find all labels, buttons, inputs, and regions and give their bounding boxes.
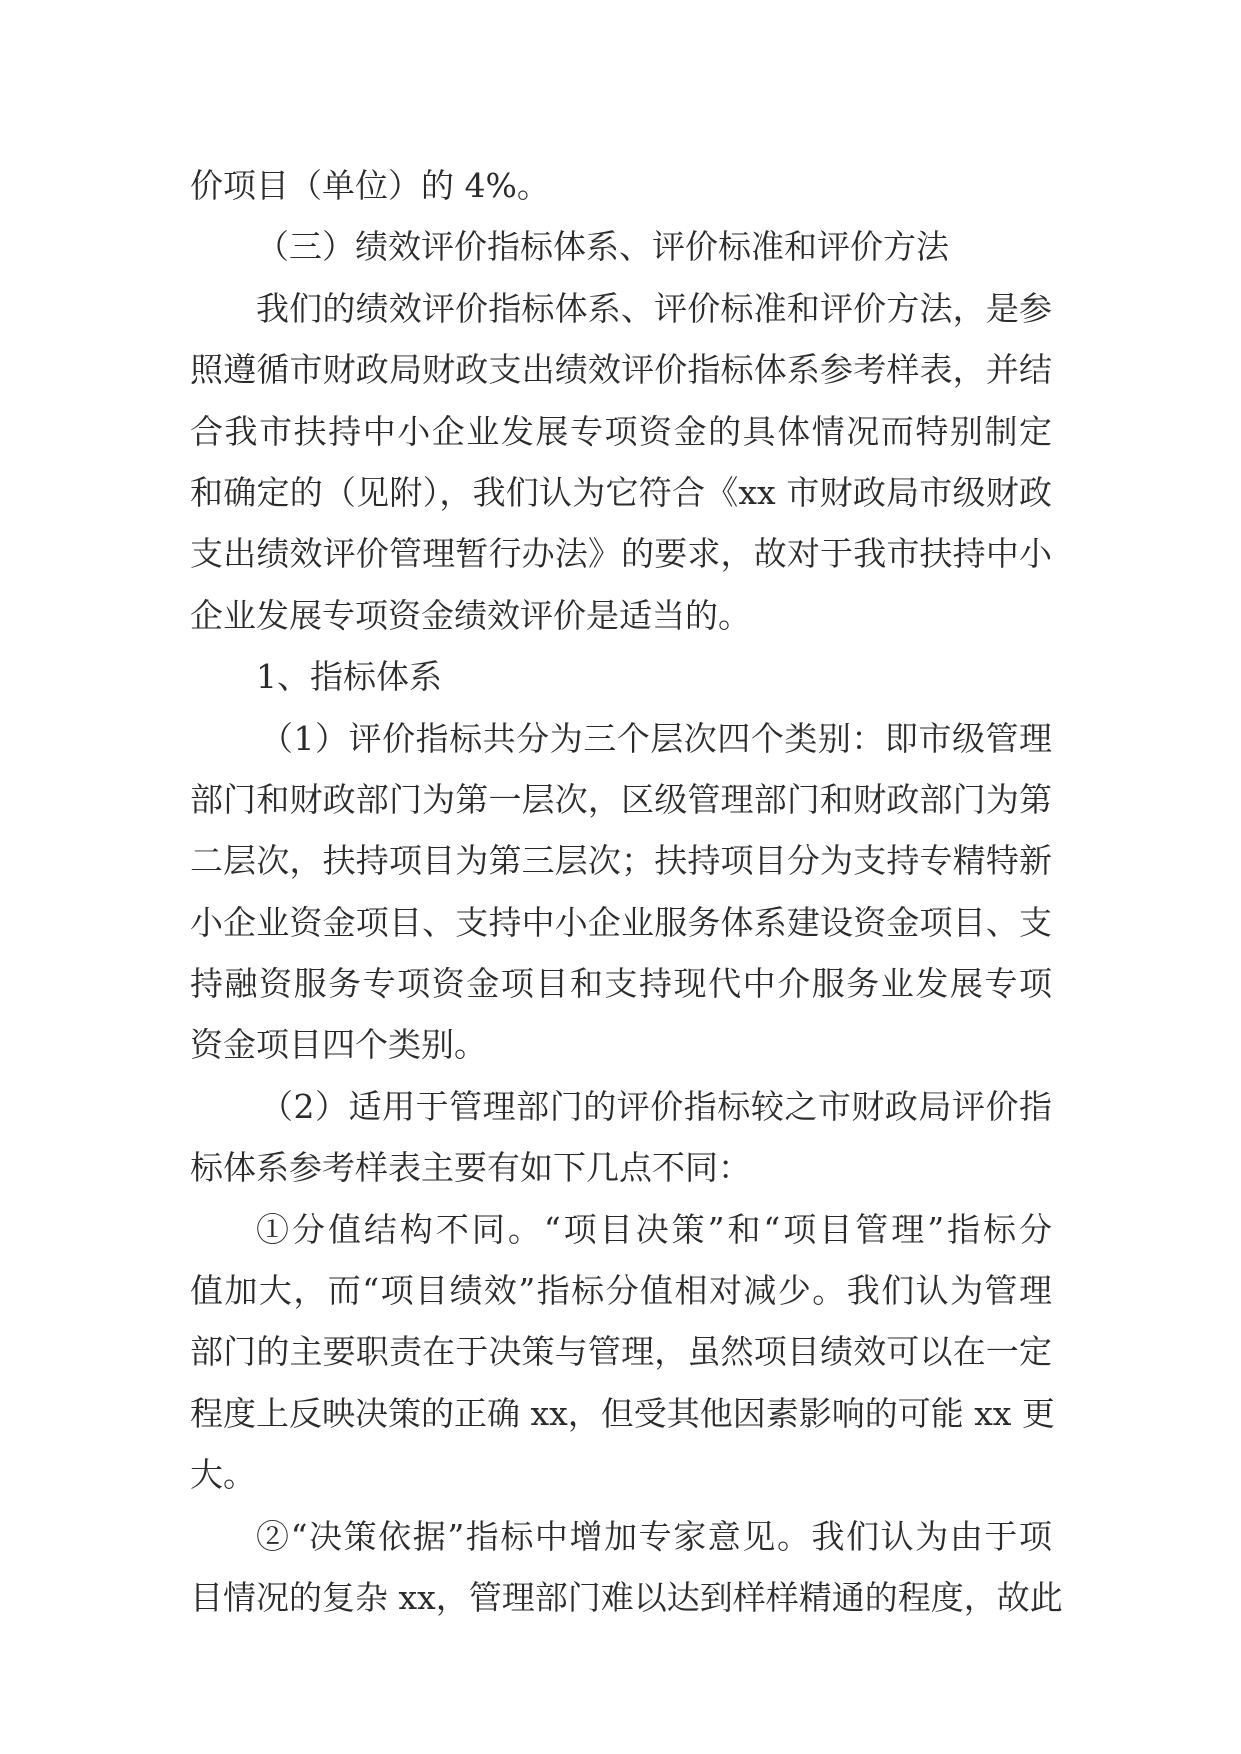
paragraph-line: （2）适用于管理部门的评价指标较之市财政局评价指 bbox=[260, 1086, 1052, 1126]
paragraph-line: 和确定的（见附），我们认为它符合《xx 市财政局市级财政 bbox=[190, 472, 1052, 512]
subsection-heading: 1、指标体系 bbox=[256, 657, 442, 697]
paragraph-line: 程度上反映决策的正确 xx，但受其他因素影响的可能 xx 更 bbox=[190, 1393, 1055, 1433]
paragraph-line: ①分值结构不同。“项目决策”和“项目管理”指标分 bbox=[256, 1209, 1052, 1249]
paragraph-line: 目情况的复杂 xx，管理部门难以达到样样精通的程度，故此 bbox=[190, 1577, 1063, 1617]
paragraph-line: 部门的主要职责在于决策与管理，虽然项目绩效可以在一定 bbox=[190, 1332, 1052, 1372]
text-line: 价项目（单位）的 4%。 bbox=[190, 166, 550, 205]
paragraph-line: （1）评价指标共分为三个层次四个类别：即市级管理 bbox=[260, 718, 1052, 758]
section-heading: （三）绩效评价指标体系、评价标准和评价方法 bbox=[256, 227, 949, 267]
paragraph-line: ②“决策依据”指标中增加专家意见。我们认为由于项 bbox=[256, 1516, 1052, 1556]
paragraph-line: 持融资服务专项资金项目和支持现代中介服务业发展专项 bbox=[190, 964, 1052, 1004]
document-body bbox=[190, 155, 1063, 1628]
paragraph-line: 合我市扶持中小企业发展专项资金的具体情况而特别制定 bbox=[190, 411, 1052, 451]
paragraph-line: 标体系参考样表主要有如下几点不同： bbox=[190, 1148, 751, 1188]
paragraph-line: 二层次，扶持项目为第三层次；扶持项目分为支持专精特新 bbox=[190, 841, 1052, 881]
paragraph-line: 企业发展专项资金绩效评价是适当的。 bbox=[190, 595, 751, 635]
paragraph-line: 小企业资金项目、支持中小企业服务体系建设资金项目、支 bbox=[190, 902, 1052, 942]
paragraph-line: 大。 bbox=[190, 1455, 256, 1495]
paragraph-line: 值加大，而“项目绩效”指标分值相对减少。我们认为管理 bbox=[190, 1271, 1052, 1311]
paragraph-line: 我们的绩效评价指标体系、评价标准和评价方法，是参 bbox=[256, 288, 1052, 328]
paragraph-line: 支出绩效评价管理暂行办法》的要求，故对于我市扶持中小 bbox=[190, 534, 1052, 574]
paragraph-line: 资金项目四个类别。 bbox=[190, 1025, 487, 1065]
paragraph-line: 照遵循市财政局财政支出绩效评价指标体系参考样表，并结 bbox=[190, 350, 1052, 390]
paragraph-line: 部门和财政部门为第一层次，区级管理部门和财政部门为第 bbox=[190, 779, 1052, 819]
